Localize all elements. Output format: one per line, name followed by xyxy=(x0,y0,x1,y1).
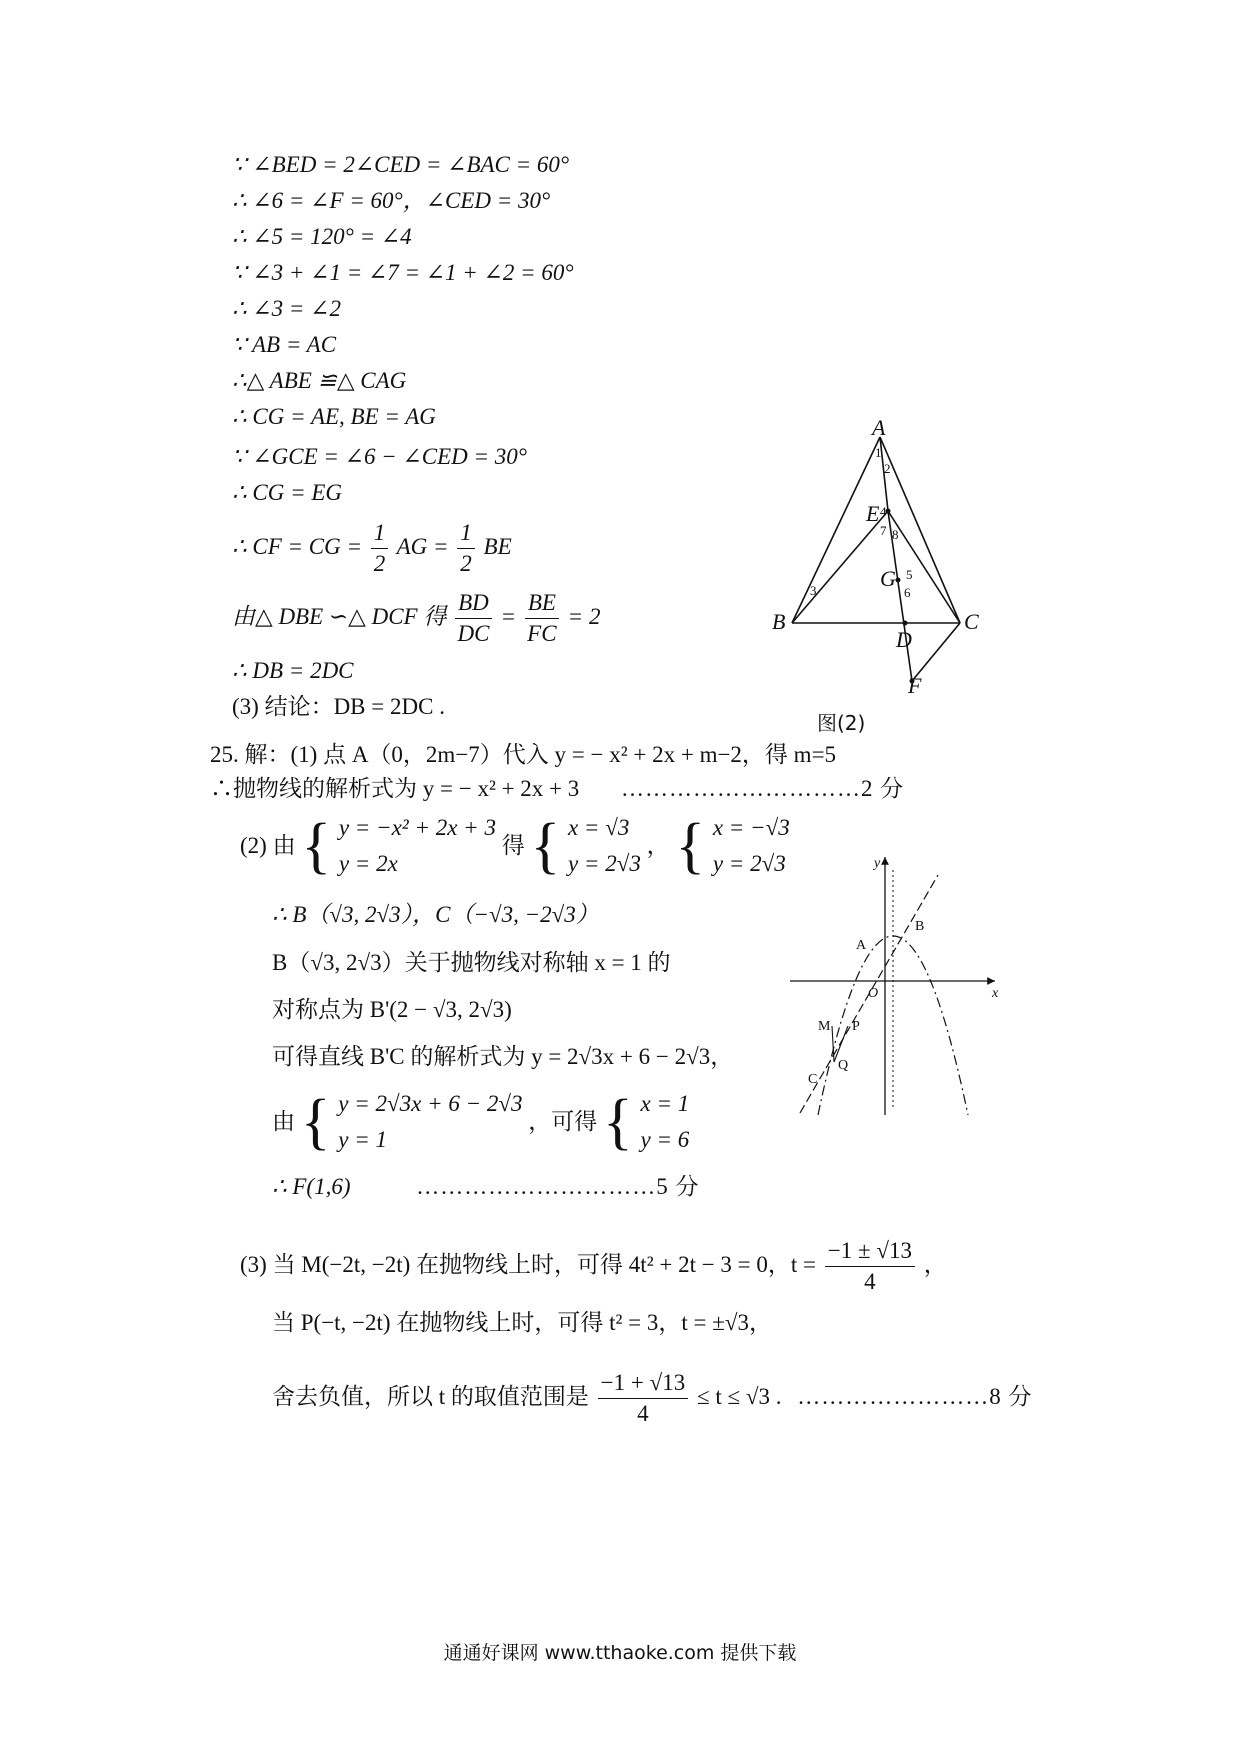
fraction-bd-dc: $\frac{BD}{DC}$ xyxy=(455,588,492,649)
proof-line-10: ∴ CG = EG xyxy=(232,480,343,505)
q25-bpc-line: 可得直线 B'C 的解析式为 y = 2√3x + 6 − 2√3， xyxy=(272,1044,734,1069)
segment-ec xyxy=(888,511,960,623)
db-equation: ∴ DB = 2DC xyxy=(232,658,354,683)
point-p-label: P xyxy=(852,1019,860,1034)
part2b-lead: 由 xyxy=(272,1109,295,1134)
q25-part3-line2: 当 P(−t, −2t) 在抛物线上时，可得 t² = 3，t = ±√3， xyxy=(272,1310,772,1335)
fraction-root-2: $\frac{-1 + √13}{4}$ xyxy=(598,1368,689,1429)
point-g xyxy=(896,578,901,583)
fraction-half-1: $\frac{1}{2}$ xyxy=(371,518,389,579)
system-2: y = 2√3x + 6 − 2√3 y = 1 xyxy=(338,1091,523,1152)
angle-3: 3 xyxy=(810,583,817,598)
q25-part1-line: 25. 解：(1) 点 A（0，2m−7）代入 y = − x² + 2x + m−2，得 m=5 xyxy=(210,742,837,767)
q25-part2-system-2 xyxy=(272,1086,689,1158)
score-8-dots: ……………………8 分 xyxy=(797,1383,1033,1409)
label-b: B xyxy=(772,609,786,634)
angle-2: 2 xyxy=(884,461,891,476)
brace-4: { xyxy=(300,1088,331,1156)
proof-line-4: ∵ ∠3 + ∠1 = ∠7 = ∠1 + ∠2 = 60° xyxy=(232,260,574,285)
angle-4: 4 xyxy=(880,504,887,519)
score-2-dots: …………………………2 分 xyxy=(621,776,905,801)
point-q-label: Q xyxy=(838,1058,849,1073)
solution-3: x = 1 y = 6 xyxy=(640,1091,690,1152)
cf-tail: BE xyxy=(483,533,512,559)
fraction-root-1: $\frac{-1 \pm √13}{4}$ xyxy=(825,1236,915,1297)
point-b-label: B xyxy=(915,919,925,934)
proof-line-2: ∴ ∠6 = ∠F = 60°，∠CED = 30° xyxy=(232,188,551,213)
equals-sign: = xyxy=(500,603,517,629)
q25-part3-line3 xyxy=(272,1368,1032,1429)
label-a: A xyxy=(872,415,886,440)
figure-2-triangle xyxy=(770,415,1000,695)
point-d xyxy=(903,621,908,626)
angle-8: 8 xyxy=(892,527,899,542)
angle-5: 5 xyxy=(906,567,913,582)
label-d: D xyxy=(896,627,912,652)
point-a-label: A xyxy=(856,938,867,953)
origin-label: O xyxy=(868,986,879,1001)
label-c: C xyxy=(964,609,979,634)
page-footer: 通通好课网 www.tthaoke.com 提供下载 xyxy=(443,1642,797,1664)
brace-1: { xyxy=(301,812,332,880)
label-e: E xyxy=(866,501,880,526)
proof-line-3: ∴ ∠5 = 120° = ∠4 xyxy=(232,224,412,249)
brace-3: { xyxy=(675,812,706,880)
figure-2-caption: 图(2) xyxy=(817,711,866,735)
solution-1: x = √3 y = 2√3 xyxy=(567,815,641,876)
q25-symmetry-line: B（√3, 2√3）关于抛物线对称轴 x = 1 的 xyxy=(272,950,671,975)
cf-mid: AG = xyxy=(396,533,449,559)
similar-triangles-equation xyxy=(232,588,600,649)
part2-lead: (2) 由 xyxy=(240,833,296,858)
similar-tail: = 2 xyxy=(567,603,601,629)
side-ab xyxy=(792,437,880,623)
part2-get: 得 xyxy=(501,833,525,858)
cf-equation xyxy=(232,518,512,579)
q25-part2-systems xyxy=(240,810,790,882)
q25-symmetric-point: 对称点为 B'(2 − √3, 2√3) xyxy=(272,997,512,1022)
score-5-dots: …………………………5 分 xyxy=(416,1174,700,1199)
parabola-graph xyxy=(770,845,1010,1125)
part3-tail: ， xyxy=(923,1251,947,1277)
part3-range-lead: 舍去负值，所以 t 的取值范围是 xyxy=(272,1383,589,1409)
part3-range-tail: ≤ t ≤ √3 . xyxy=(696,1383,782,1409)
angle-6: 6 xyxy=(904,585,911,600)
similar-lead: 由△ DBE ∽△ DCF 得 xyxy=(232,603,447,629)
proof-line-7: ∴△ ABE ≌△ CAG xyxy=(232,368,407,393)
angle-1: 1 xyxy=(875,445,882,460)
parabola-expression-text: ∴抛物线的解析式为 y = − x² + 2x + 3 xyxy=(210,776,580,801)
part2-sep: ， xyxy=(646,833,670,858)
q25-part3-line1 xyxy=(240,1236,947,1297)
conclusion-text: (3) 结论：DB = 2DC . xyxy=(232,694,445,719)
proof-line-5: ∴ ∠3 = ∠2 xyxy=(232,296,341,321)
proof-line-8: ∴ CG = AE, BE = AG xyxy=(232,404,436,429)
q25-parabola-expression xyxy=(210,774,904,804)
solution-2: x = −√3 y = 2√3 xyxy=(712,815,790,876)
brace-2: { xyxy=(530,812,561,880)
part2b-get: ，可得 xyxy=(528,1109,598,1134)
system-1: y = −x² + 2x + 3 y = 2x xyxy=(338,815,496,876)
f-point: ∴ F(1,6) xyxy=(272,1174,351,1199)
label-g: G xyxy=(880,566,896,591)
proof-line-6: ∵ AB = AC xyxy=(232,332,337,357)
proof-line-9: ∵ ∠GCE = ∠6 − ∠CED = 30° xyxy=(232,444,527,469)
q25-f-line xyxy=(272,1172,700,1202)
axis-y-label: y xyxy=(874,856,881,871)
q25-bc-line: ∴ B（√3, 2√3），C（−√3, −2√3） xyxy=(272,902,599,927)
axis-x-label: x xyxy=(992,986,999,1001)
brace-5: { xyxy=(603,1088,633,1156)
angle-7: 7 xyxy=(880,523,887,538)
cf-lead: ∴ CF = CG = xyxy=(232,533,363,559)
fraction-half-2: $\frac{1}{2}$ xyxy=(457,518,475,579)
part3-lead: (3) 当 M(−2t, −2t) 在抛物线上时，可得 4t² + 2t − 3 = 0，t = xyxy=(240,1251,817,1277)
point-m-label: M xyxy=(818,1019,831,1034)
proof-line-1: ∵ ∠BED = 2∠CED = ∠BAC = 60° xyxy=(232,152,570,177)
segment-be xyxy=(792,511,888,623)
fraction-be-fc: $\frac{BE}{FC}$ xyxy=(525,588,559,649)
label-f: F xyxy=(908,673,922,695)
point-c-label: C xyxy=(808,1072,818,1087)
